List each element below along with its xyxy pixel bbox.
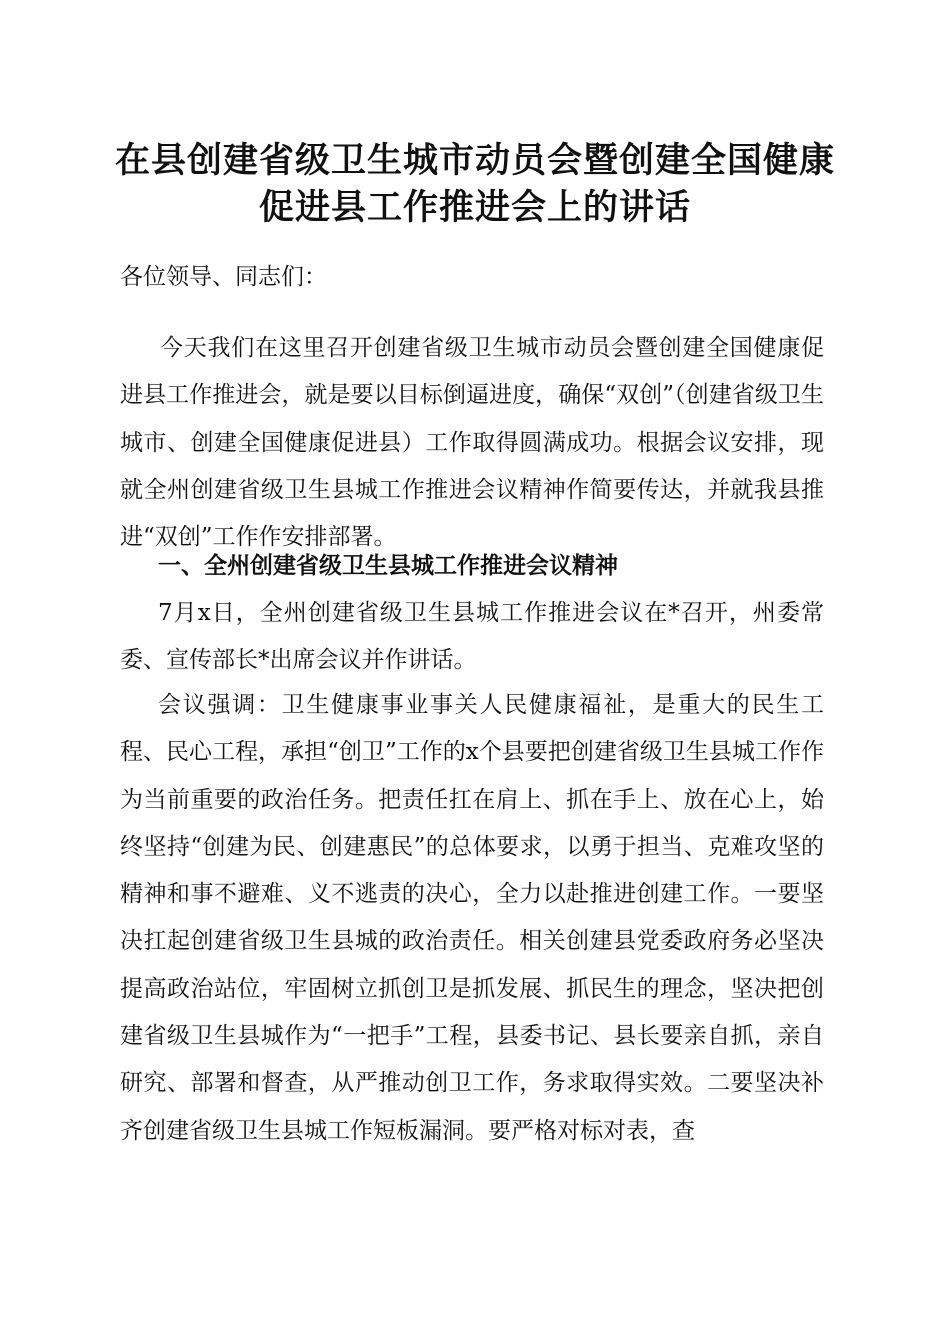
paragraph-meeting-emphasis: 会议强调：卫生健康事业事关人民健康福祉，是重大的民生工程、民心工程，承担“创卫”工作的x个县要把创建省级卫生县城工作作为当前重要的政治任务。把责任扛在肩上、抓在手上、放在心上，始终坚持“创建为民、创建惠民”的总体要求，以勇于担当、克难攻坚的精神和事不避难、义不逃责的决心，全力以赴推进创建工作。一要坚决扛起创建省级卫生县城的政治责任。相关创建县党委政府务必坚决提高政治站位，牢固树立抓创卫是抓发展、抓民生的理念，坚决把创建省级卫生县城作为“一把手”工程，县委书记、县长要亲自抓，亲自研究、部署和督查，从严推动创卫工作，务求取得实效。二要坚决补齐创建省级卫生县城工作短板漏洞。要严格对标对表，查 (120, 692, 824, 1144)
paragraph-meeting-date: 7月x日，全州创建省级卫生县城工作推进会议在*召开，州委常委、宣传部长*出席会议并作讲话。 (120, 600, 824, 674)
document-title-line-2: 促进县工作推进会上的讲话 (258, 187, 691, 228)
document-title-line-1: 在县创建省级卫生城市动员会暨创建全国健康 (114, 140, 835, 181)
greeting: 各位领导、同志们： (120, 264, 327, 290)
paragraph-intro: 今天我们在这里召开创建省级卫生城市动员会暨创建全国健康促进县工作推进会，就是要以目标倒逼进度，确保“双创”（创建省级卫生城市、创建全国健康促进县）工作取得圆满成功。根据会议安排，现就全州创建省级卫生县城工作推进会议精神作简要传达，并就我县推进“双创”工作作安排部署。 (120, 335, 824, 551)
section-heading-1: 一、全州创建省级卫生县城工作推进会议精神 (158, 553, 618, 579)
